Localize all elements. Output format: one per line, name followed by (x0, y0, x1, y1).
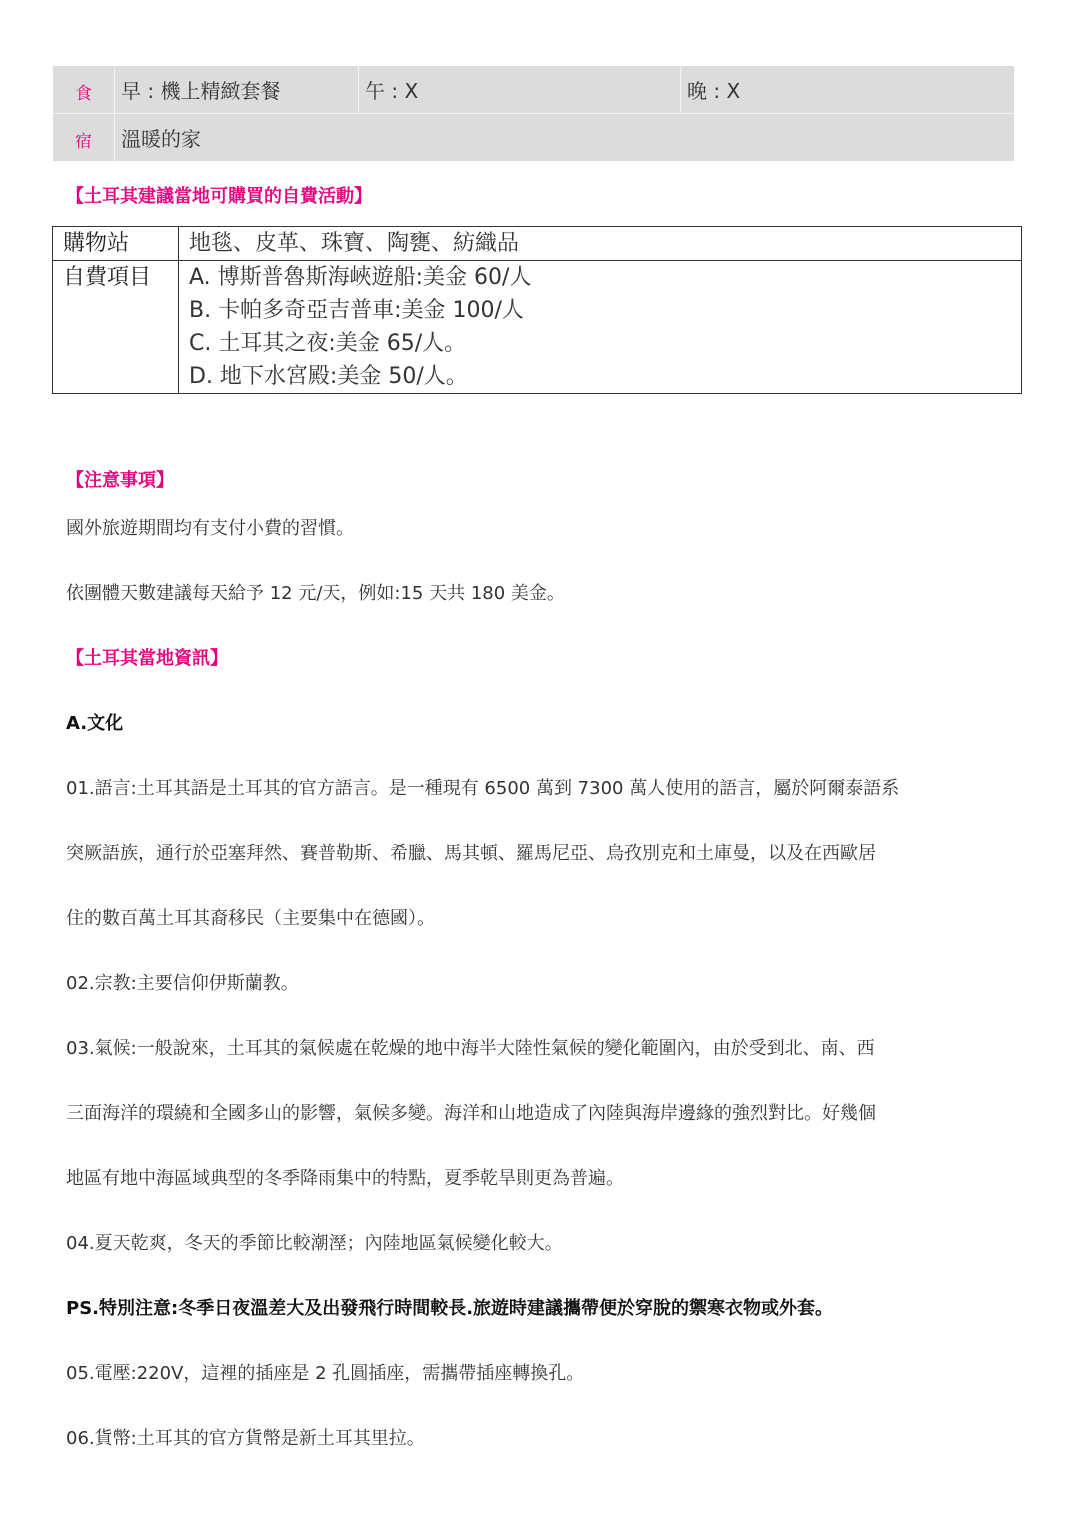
currency-line: 06.貨幣:土耳其的官方貨幣是新土耳其里拉。 (66, 1428, 425, 1449)
optional-item: D. 地下水宮殿:美金 50/人。 (189, 364, 468, 389)
dinner-cell: 晚 : X (687, 79, 741, 103)
stay-cell: 溫暖的家 (121, 127, 201, 151)
optional-items-label: 自費項目 (53, 261, 179, 393)
optional-item: B. 卡帕多奇亞吉普車:美金 100/人 (189, 298, 524, 323)
lunch-cell: 午 : X (359, 66, 681, 113)
optional-items-list (179, 261, 1021, 393)
meal-table (53, 66, 1014, 161)
optional-activities-title: 【土耳其建議當地可購買的自費活動】 (66, 186, 372, 207)
meal-food-row (53, 66, 1014, 114)
local-info-title: 【土耳其當地資訊】 (66, 648, 228, 669)
notes-title: 【注意事項】 (66, 470, 174, 491)
notes-line-1: 國外旅遊期間均有支付小費的習慣。 (66, 518, 354, 539)
climate-line-1: 03.氣候:一般說來，土耳其的氣候處在乾燥的地中海半大陸性氣候的變化範圍內，由於受到北、南、西 (66, 1038, 875, 1059)
optional-item: C. 土耳其之夜:美金 65/人。 (189, 331, 467, 356)
religion-line: 02.宗教:主要信仰伊斯蘭教。 (66, 973, 299, 994)
optional-item: A. 博斯普魯斯海峽遊船:美金 60/人 (189, 265, 532, 290)
language-line-1: 01.語言:土耳其語是土耳其的官方語言。是一種現有 6500 萬到 7300 萬人使用的語言，屬於阿爾泰語系 (66, 778, 900, 799)
language-line-2: 突厥語族，通行於亞塞拜然、賽普勒斯、希臘、馬其頓、羅馬尼亞、烏孜別克和土庫曼，以及在西歐居 (66, 843, 876, 864)
voltage-line: 05.電壓:220V，這裡的插座是 2 孔圓插座，需攜帶插座轉換孔。 (66, 1363, 585, 1384)
optional-activities-table (52, 226, 1022, 394)
language-line-3: 住的數百萬土耳其裔移民（主要集中在德國）。 (66, 908, 435, 929)
climate-line-3: 地區有地中海區域典型的冬季降雨集中的特點，夏季乾旱則更為普遍。 (66, 1168, 624, 1189)
shopping-label: 購物站 (53, 227, 179, 260)
meal-stay-row (53, 114, 1014, 161)
shopping-row (53, 227, 1021, 261)
season-line: 04.夏天乾爽，冬天的季節比較潮溼；內陸地區氣候變化較大。 (66, 1233, 563, 1254)
optional-items-row (53, 261, 1021, 393)
stay-label: 宿 (53, 114, 115, 161)
shopping-value: 地毯、皮革、珠寶、陶甕、紡織品 (189, 231, 520, 256)
breakfast-cell: 早 : 機上精緻套餐 (115, 66, 359, 113)
culture-subtitle: A.文化 (66, 713, 124, 734)
ps-note: PS.特別注意:冬季日夜溫差大及出發飛行時間較長.旅遊時建議攜帶便於穿脫的禦寒衣物或外套。 (66, 1298, 834, 1319)
food-label: 食 (53, 66, 115, 113)
notes-line-2: 依團體天數建議每天給予 12 元/天，例如:15 天共 180 美金。 (66, 583, 565, 604)
climate-line-2: 三面海洋的環繞和全國多山的影響，氣候多變。海洋和山地造成了內陸與海岸邊緣的強烈對比。好幾個 (66, 1103, 876, 1124)
